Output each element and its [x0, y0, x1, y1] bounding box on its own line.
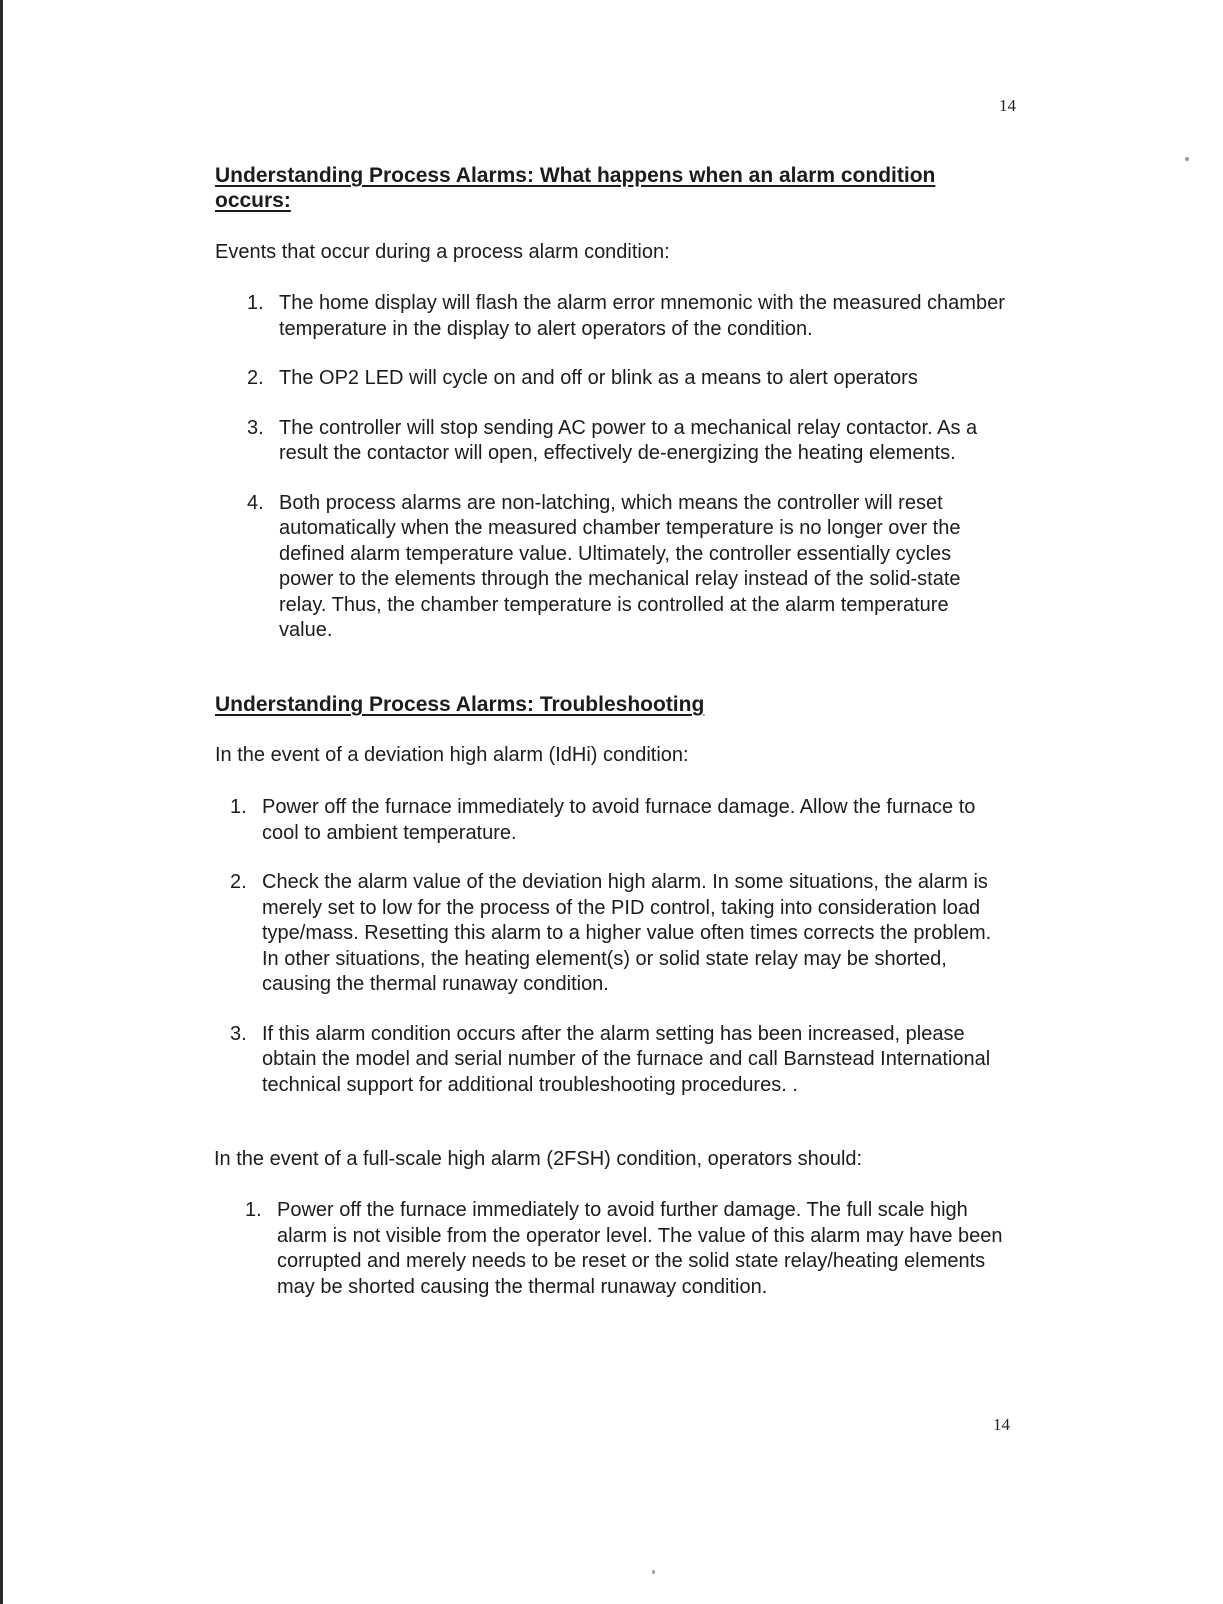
list-item	[247, 291, 1007, 342]
item-text: Power off the furnace immediately to avoid further damage. The full scale high alarm is not visible from the operator level. The value of this alarm may have been corrupted and merely needs to be reset or the solid state relay/heating elements may be shorted causing the thermal runaway condition.	[277, 1199, 1003, 1298]
item-number: 1.	[247, 292, 264, 314]
item-text: The OP2 LED will cycle on and off or blink as a means to alert operators	[279, 367, 918, 389]
list-item	[247, 491, 1007, 644]
alarm-events-list	[247, 291, 1007, 644]
deviation-alarm-intro: In the event of a deviation high alarm (IdHi) condition:	[215, 744, 689, 766]
scan-left-edge	[0, 0, 3, 1604]
deviation-alarm-steps	[230, 795, 1000, 1098]
scan-speck	[652, 1570, 655, 1574]
list-item	[230, 795, 1000, 846]
item-number: 3.	[230, 1022, 247, 1045]
fullscale-alarm-intro: In the event of a full-scale high alarm (2FSH) condition, operators should:	[214, 1148, 863, 1170]
item-text: The home display will flash the alarm error mnemonic with the measured chamber temperature in the display to alert operators of the condition.	[279, 292, 1005, 340]
heading-line-2: occurs:	[215, 189, 291, 212]
item-number: 2.	[247, 367, 264, 389]
heading-line-1: Understanding Process Alarms: What happens when an alarm condition	[215, 164, 936, 187]
page-number-header: 14	[999, 96, 1016, 115]
item-text: Power off the furnace immediately to avoid furnace damage. Allow the furnace to cool to ambient temperature.	[262, 796, 976, 844]
item-text: If this alarm condition occurs after the alarm setting has been increased, please obtain the model and serial number of the furnace and call Barnstead International technical support for additional troubleshooting procedures. .	[262, 1022, 991, 1096]
item-text: Both process alarms are non-latching, which means the controller will reset automatically when the measured chamber temperature is no longer over the defined alarm temperature value. Ultimately, the controller essentially cycles power to the elements through the mechanical relay instead of the solid-state relay. Thus, the chamber temperature is controlled at the alarm temperature value.	[279, 491, 961, 641]
section1-intro: Events that occur during a process alarm condition:	[215, 241, 670, 263]
page-number-footer: 14	[993, 1415, 1010, 1434]
item-number: 4.	[247, 491, 264, 514]
item-number: 1.	[230, 796, 247, 818]
section-heading-troubleshooting: Understanding Process Alarms: Troubleshooting	[215, 693, 705, 716]
fullscale-alarm-steps	[245, 1198, 1005, 1300]
list-item	[247, 416, 1007, 467]
item-number: 3.	[247, 416, 264, 439]
list-item	[247, 366, 1007, 392]
item-text: Check the alarm value of the deviation high alarm. In some situations, the alarm is merely set to low for the process of the PID control, taking into consideration load type/mass. Resetting this alarm to a higher value often times corrects the problem. In other situations, the heating element(s) or solid state relay may be shorted, causing the thermal runaway condition.	[262, 871, 992, 995]
scan-speck	[1185, 157, 1189, 161]
item-number: 1.	[245, 1199, 262, 1221]
list-item	[245, 1198, 1005, 1300]
item-text: The controller will stop sending AC power to a mechanical relay contactor. As a result the contactor will open, effectively de-energizing the heating elements.	[279, 416, 978, 464]
section-heading-alarm-condition	[215, 163, 995, 213]
list-item	[230, 1022, 1000, 1099]
list-item	[230, 870, 1000, 998]
item-number: 2.	[230, 871, 247, 893]
